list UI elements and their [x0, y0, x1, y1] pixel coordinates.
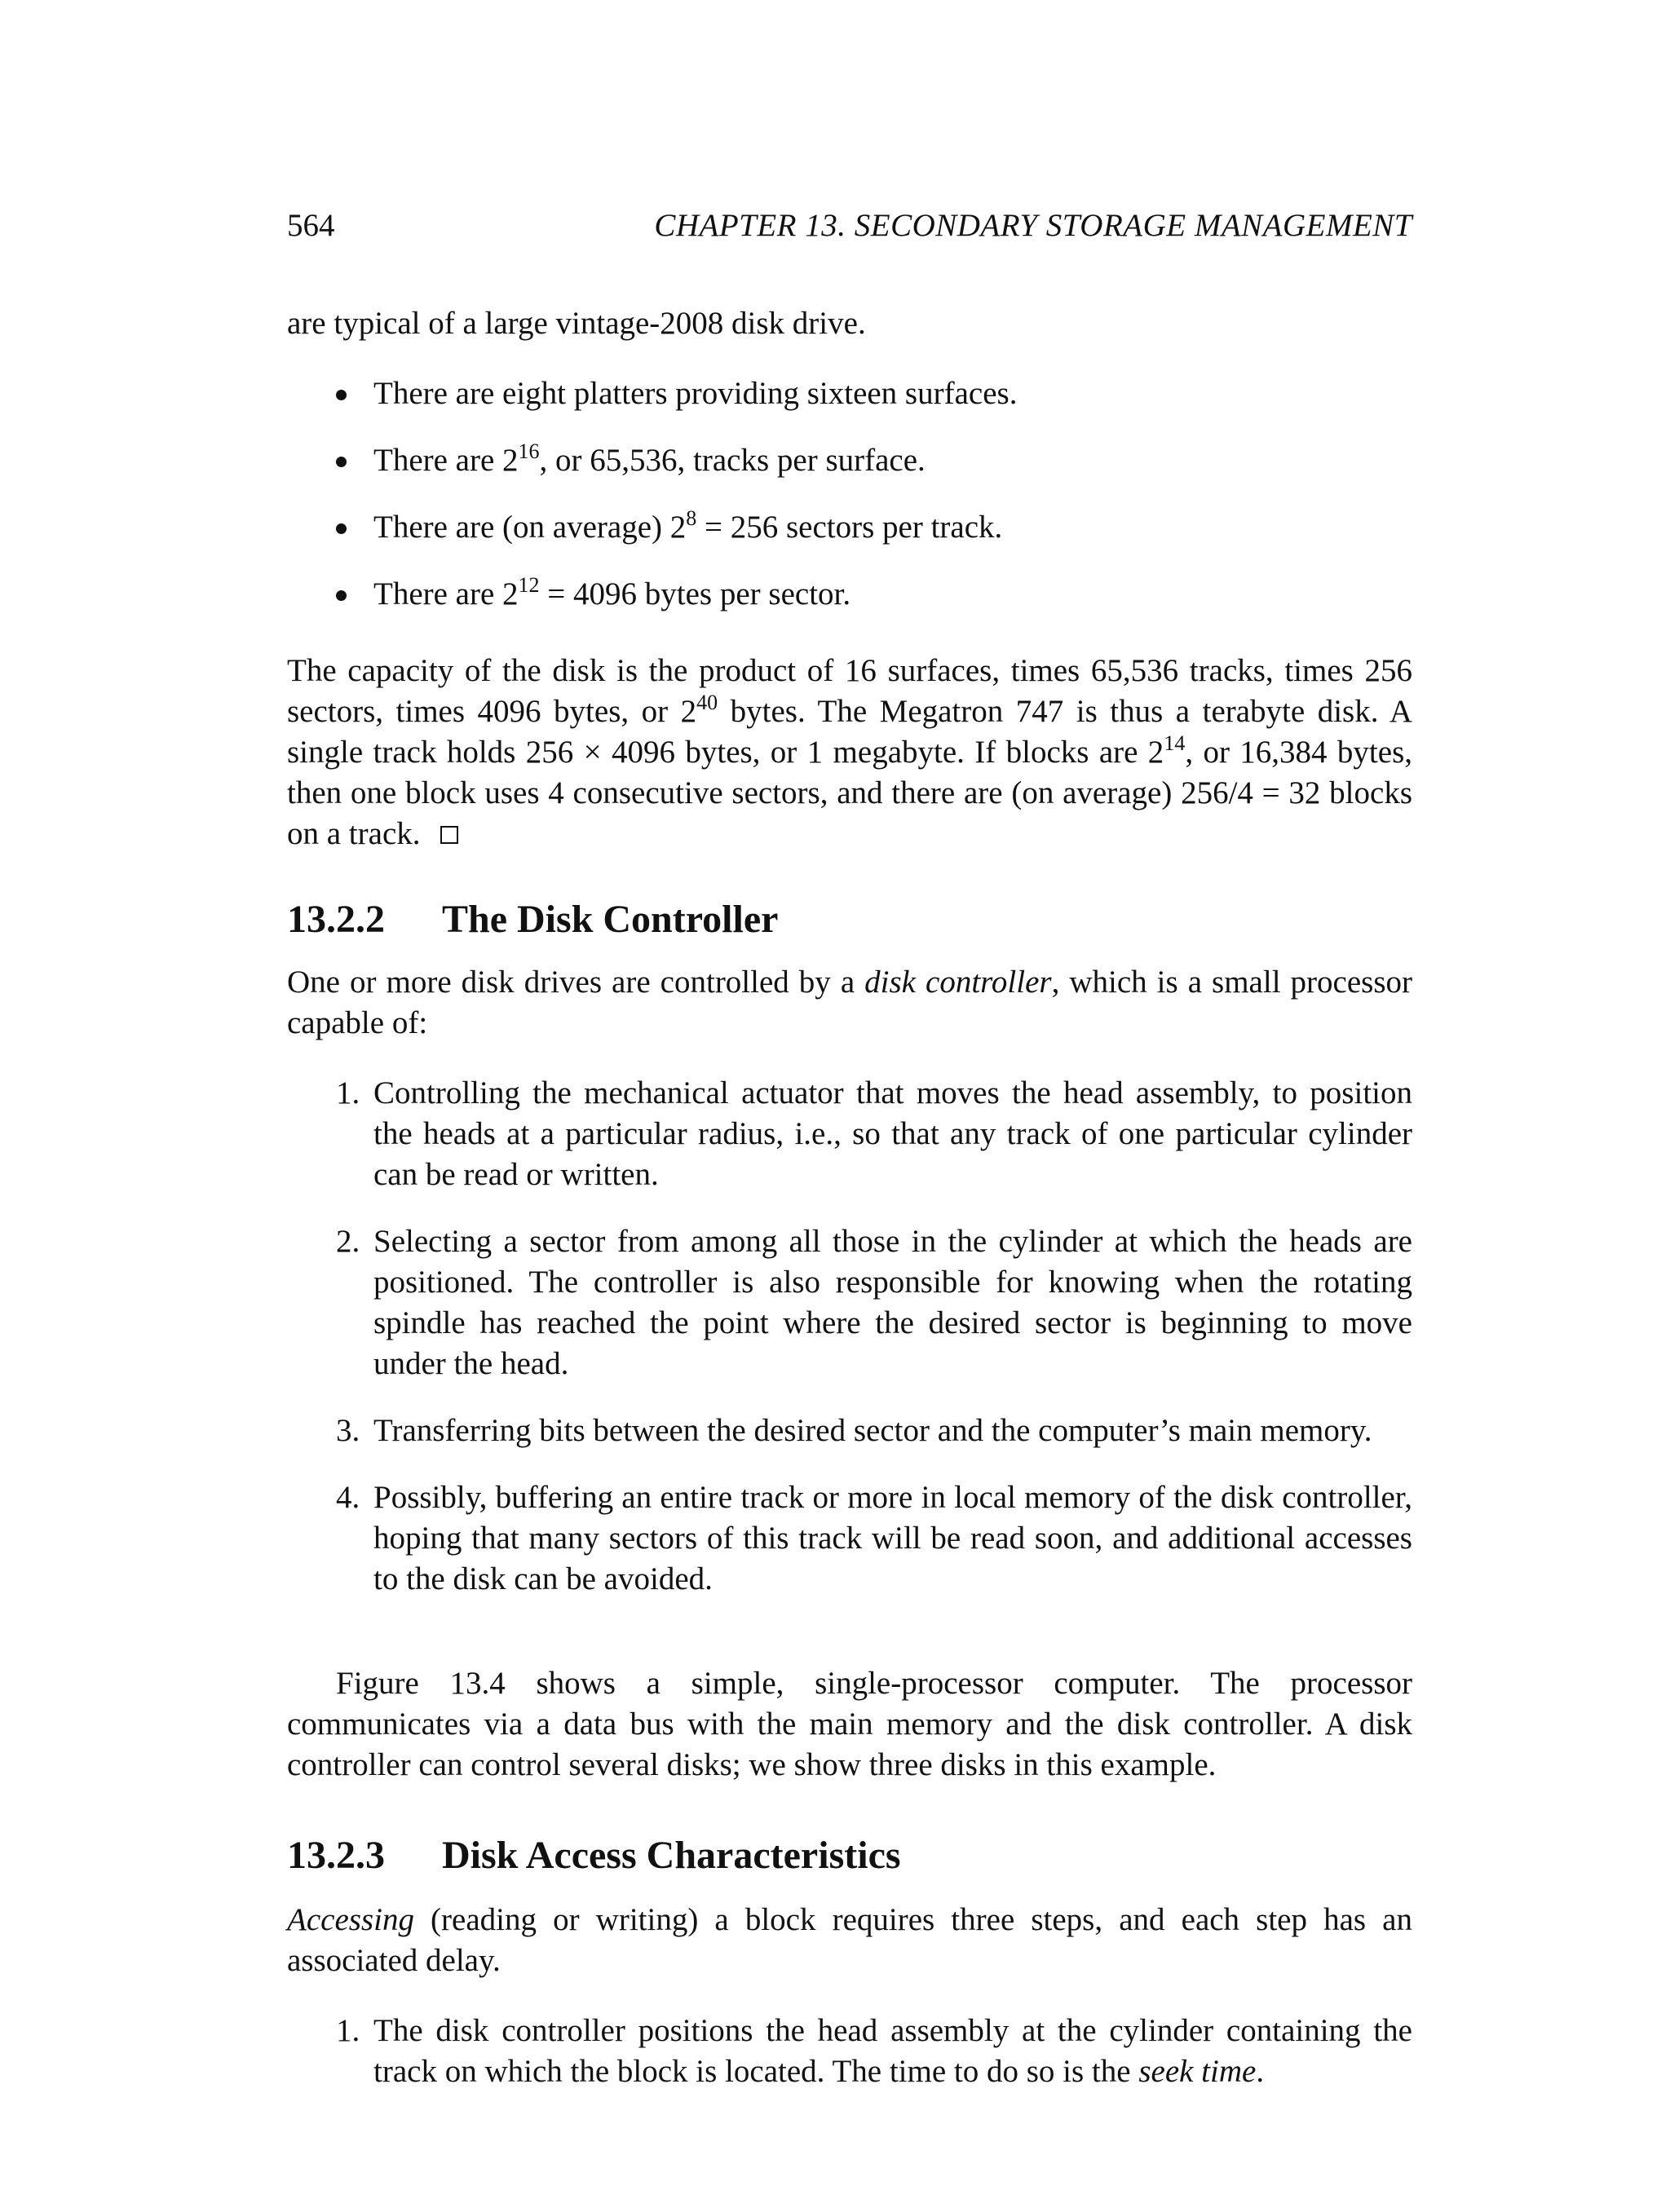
list-item-text: The disk controller positions the head assembly at the cylinder containing the track on which the block is located. The time to do so is the seek time. [373, 2013, 1412, 2089]
list-item [336, 1477, 1412, 1600]
spec-bullet-list [336, 373, 1412, 641]
bullet-item [336, 507, 1412, 574]
section-title: Disk Access Characteristics [442, 1834, 901, 1877]
list-item-text: Controlling the mechanical actuator that moves the head assembly, to position the heads at a particular radius, i.e., so that any track of one particular cylinder can be read or written. [373, 1075, 1412, 1192]
bullet-text: There are (on average) $2^8 = 256$ sectors per track. [373, 506, 1003, 545]
list-item [336, 1411, 1412, 1451]
section-number: 13.2.3 [287, 1834, 385, 1877]
section-heading-13-2-2 [287, 895, 1412, 944]
bullet-item [336, 373, 1412, 440]
bullet-item [336, 574, 1412, 641]
bullet-text: There are eight platters providing sixteen surfaces. [373, 376, 1018, 411]
controller-intro: One or more disk drives are controlled by a disk controller, which is a small processor capable of: [287, 965, 1413, 1040]
bullet-text: There are $2^{16}$, or 65,536, tracks per surface. [373, 439, 926, 478]
capacity-paragraph: The capacity of the disk is the product of 16 surfaces, times 65,536 tracks, times 256 sectors, times 4096 bytes, or $2^{40}$ bytes. The Megatron 747 is thus a terabyte disk. A single track holds 256 × 4096 bytes, or 1 megabyte. If blocks are $2^{14}$, or 16,384 bytes, then one block uses 4 consecutive sectors, and there are (on average) 256/4 = 32 blocks on a track. [287, 653, 1412, 851]
page-header [287, 205, 1412, 254]
bullet-dot [336, 523, 347, 534]
list-marker: 1. [336, 2013, 360, 2048]
page-number: 564 [287, 208, 335, 243]
access-steps-list [336, 2011, 1412, 2118]
bullet-dot [336, 390, 347, 400]
figure-paragraph: Figure 13.4 shows a simple, single-processor computer. The processor communicates via a data bus with the main memory and the disk controller. A disk controller can control several disks; we show three disks in this example. [287, 1666, 1412, 1782]
bullet-dot [336, 457, 347, 467]
list-item [336, 1221, 1412, 1384]
list-item-text: Possibly, buffering an entire track or more in local memory of the disk controller, hoping that many sectors of this track will be read soon, and additional accesses to the disk can be avoided. [373, 1480, 1412, 1596]
list-marker: 3. [336, 1413, 360, 1448]
access-intro: Accessing (reading or writing) a block requires three steps, and each step has an associated delay. [287, 1902, 1412, 1978]
section-number: 13.2.2 [287, 898, 385, 941]
list-marker: 2. [336, 1224, 360, 1259]
list-marker: 4. [336, 1480, 360, 1515]
bullet-dot [336, 590, 347, 601]
list-item [336, 2011, 1412, 2092]
bullet-item [336, 440, 1412, 507]
controller-capabilities-list [336, 1073, 1412, 1626]
list-marker: 1. [336, 1075, 360, 1110]
list-item [336, 1073, 1412, 1195]
section-heading-13-2-3 [287, 1831, 1412, 1880]
running-title: CHAPTER 13. SECONDARY STORAGE MANAGEMENT [654, 208, 1412, 243]
bullet-text: There are $2^{12} = 4096$ bytes per sector. [373, 573, 851, 612]
list-item-text: Transferring bits between the desired sector and the computer’s main memory. [373, 1413, 1372, 1448]
intro-line: are typical of a large vintage-2008 disk drive. [287, 306, 866, 341]
section-title: The Disk Controller [442, 898, 779, 941]
qed-square-icon [440, 826, 458, 844]
list-item-text: Selecting a sector from among all those in the cylinder at which the heads are positioned. The controller is also responsible for knowing when the rotating spindle has reached the point where the desired sector is beginning to move under the head. [373, 1224, 1412, 1381]
